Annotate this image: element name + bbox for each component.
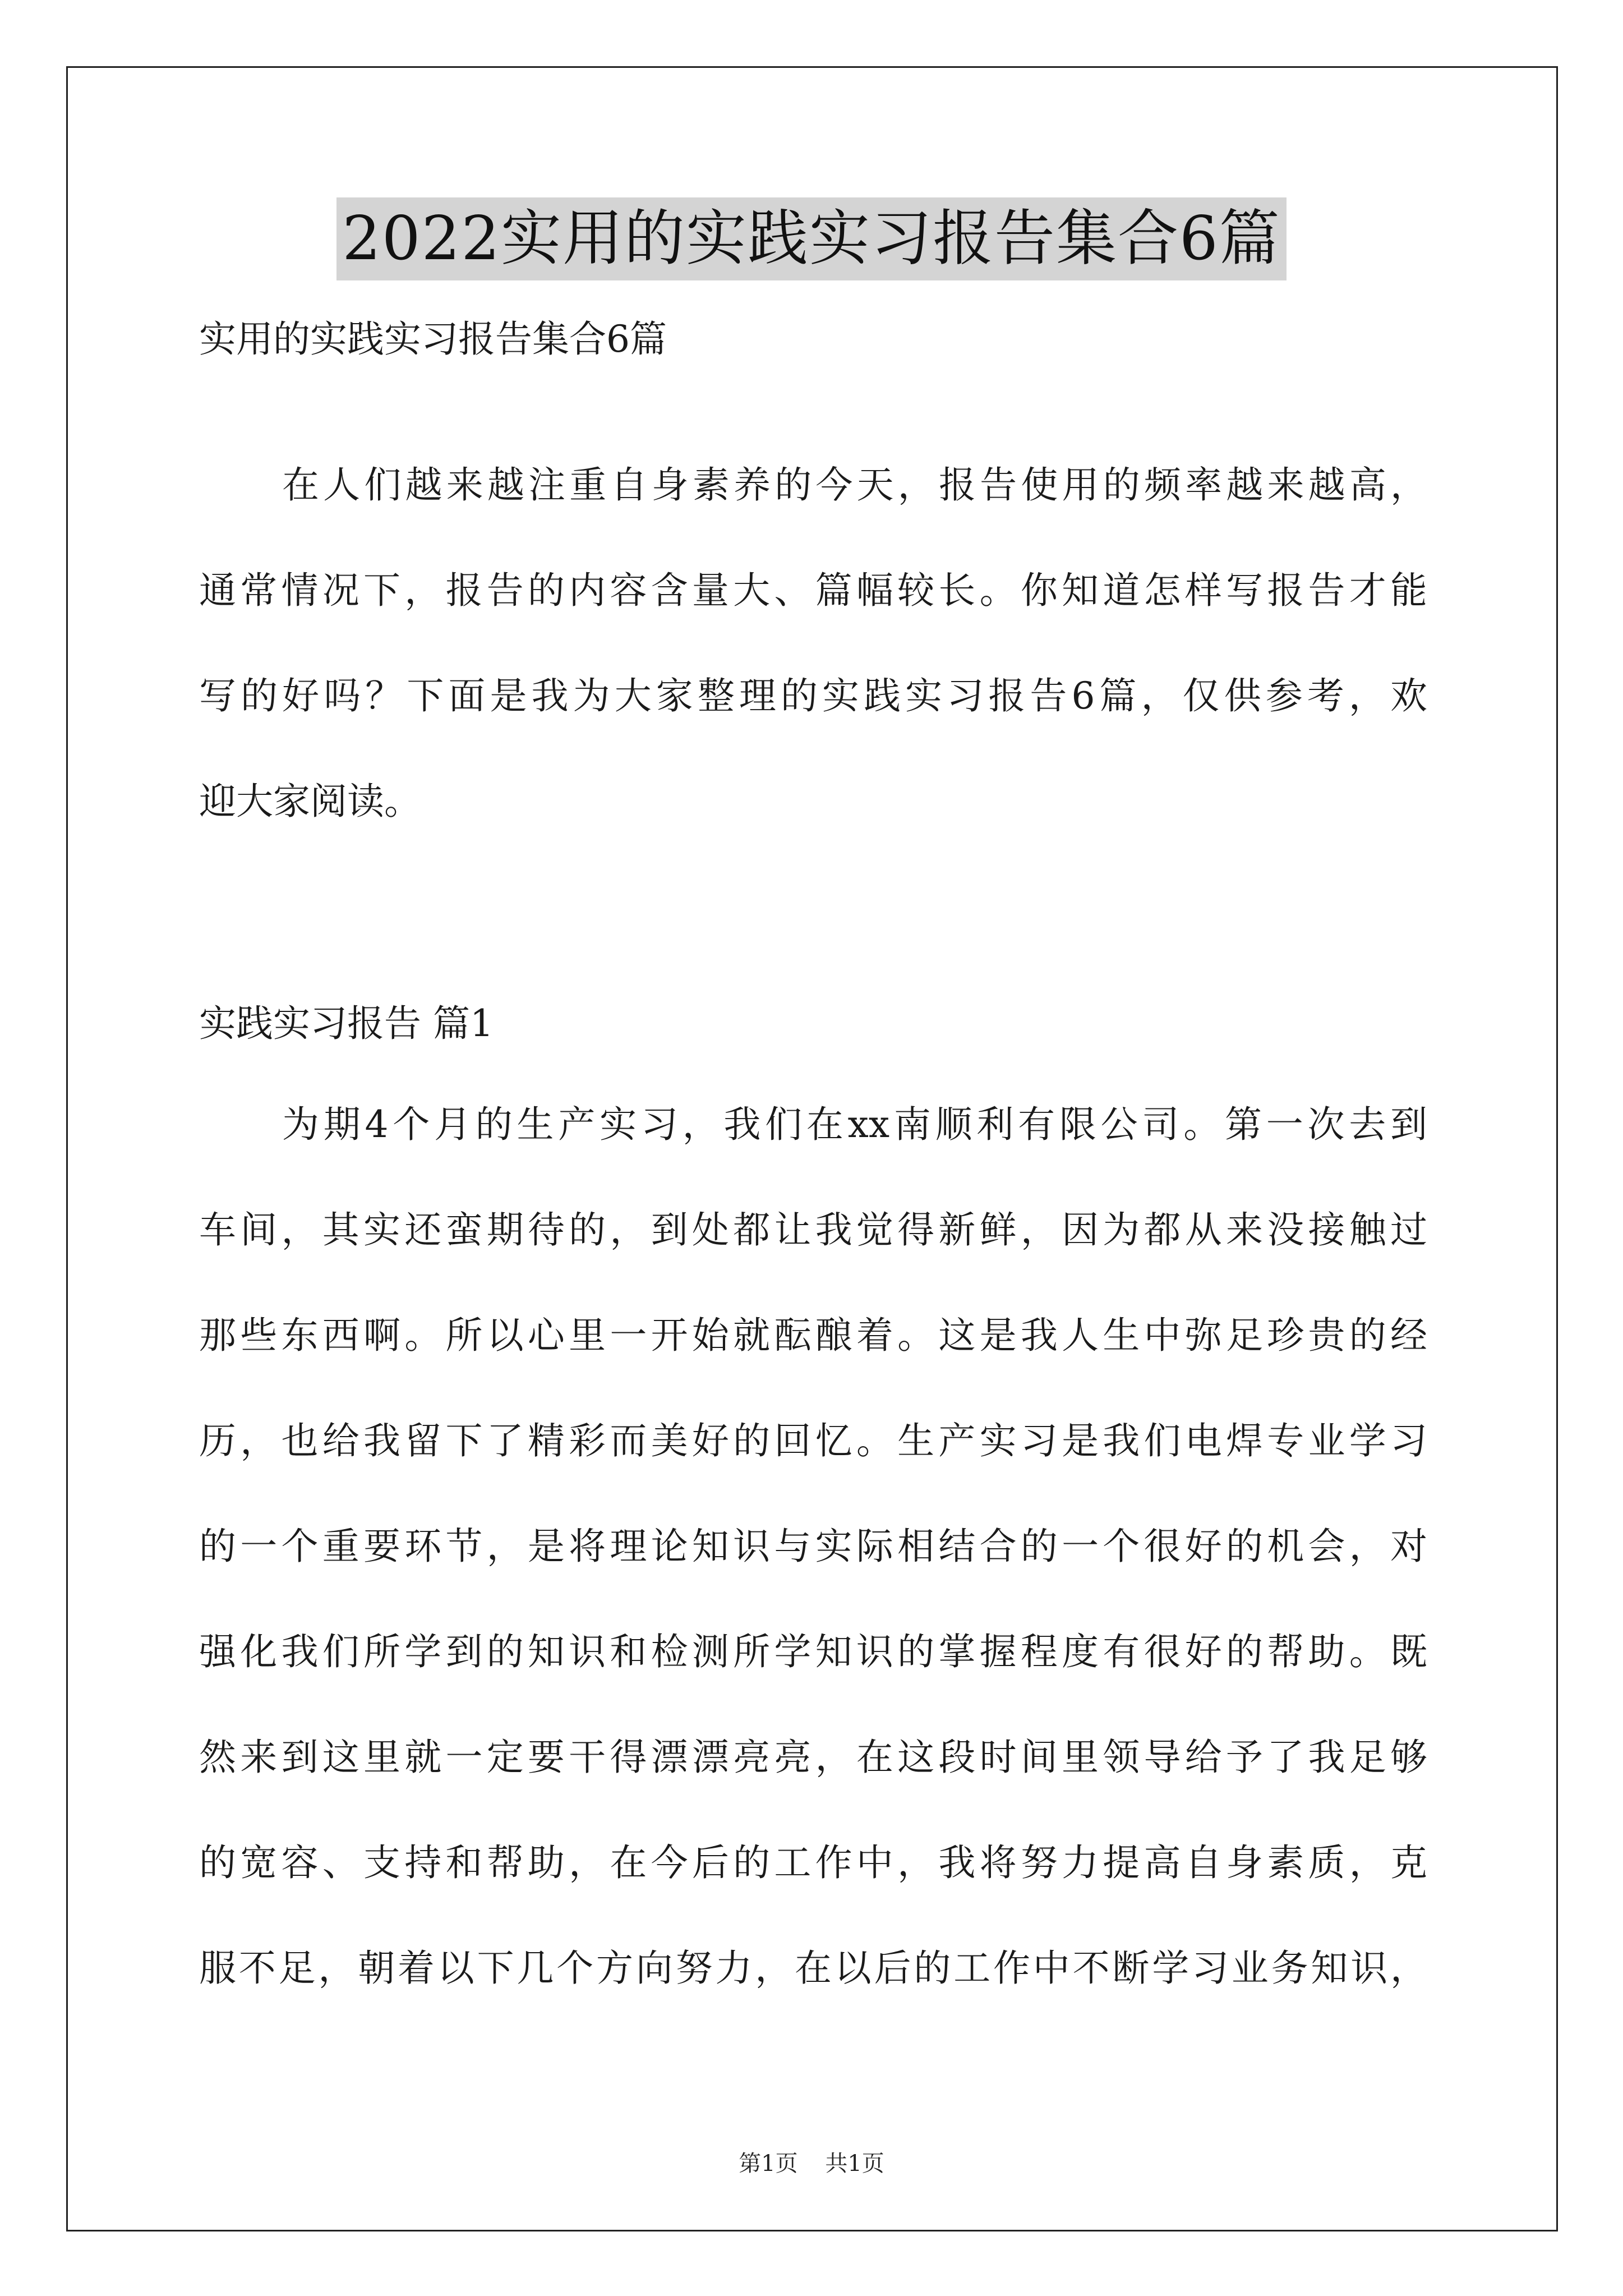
paragraph-line: 迎大家阅读。 [199,780,421,823]
page-footer [0,2150,1623,2178]
section-heading: 实践实习报告 篇1 [199,1002,494,1045]
body-paragraph [199,1099,1427,2049]
paragraph-line: 的一个重要环节，是将理论知识与实际相结合的一个很好的机会，对 [199,1525,1427,1568]
paragraph-line: 服不足，朝着以下几个方向努力，在以后的工作中不断学习业务知识， [199,1947,1427,1990]
intro-paragraph [199,460,1427,882]
paragraph-line: 那些东西啊。所以心里一开始就酝酿着。这是我人生中弥足珍贵的经 [199,1314,1427,1357]
paragraph-line: 历，也给我留下了精彩而美好的回忆。生产实习是我们电焊专业学习 [199,1419,1427,1462]
document-title: 2022实用的实践实习报告集合6篇 [336,197,1287,280]
document-subtitle: 实用的实践实习报告集合6篇 [199,318,667,361]
paragraph-line: 写的好吗？下面是我为大家整理的实践实习报告6篇，仅供参考，欢 [199,674,1427,717]
paragraph-line: 强化我们所学到的知识和检测所学知识的掌握程度有很好的帮助。既 [199,1630,1427,1673]
page-count: 共1页 [825,2151,884,2177]
paragraph-line: 为期4个月的生产实习，我们在xx南顺利有限公司。第一次去到 [282,1103,1427,1146]
title-container [0,197,1623,280]
paragraph-line: 的宽容、支持和帮助，在今后的工作中，我将努力提高自身素质，克 [199,1841,1427,1884]
paragraph-line: 车间，其实还蛮期待的，到处都让我觉得新鲜，因为都从来没接触过 [199,1208,1427,1251]
paragraph-line: 在人们越来越注重自身素养的今天，报告使用的频率越来越高， [282,463,1427,507]
paragraph-line: 然来到这里就一定要干得漂漂亮亮，在这段时间里领导给予了我足够 [199,1736,1427,1779]
paragraph-line: 通常情况下，报告的内容含量大、篇幅较长。你知道怎样写报告才能 [199,569,1427,612]
page-number: 第1页 [739,2151,798,2177]
